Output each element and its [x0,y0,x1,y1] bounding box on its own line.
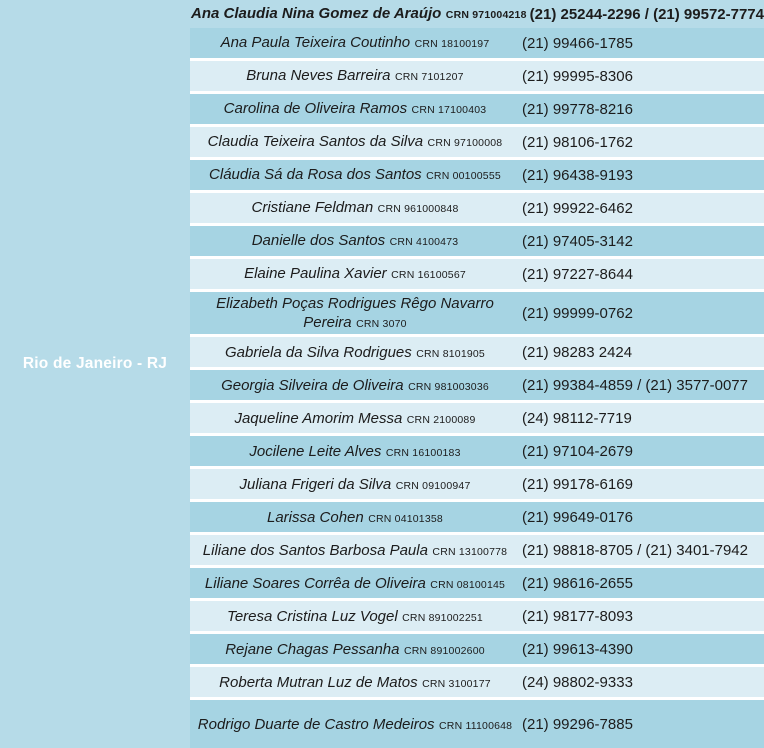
phone-cell: (21) 98283 2424 [522,343,633,361]
name-cell [190,292,520,334]
crn-badge: CRN 97100008 [427,137,503,150]
crn-badge: CRN 891002251 [402,611,483,624]
phone-cell: (21) 99296-7885 [522,715,633,733]
phone-cell: (21) 98106-1762 [522,133,633,151]
name-cell [190,2,528,25]
nutritionist-name: Liliane Soares Corrêa de Oliveira [204,574,426,592]
crn-badge: CRN 4100473 [389,236,459,249]
phone-cell: (21) 99999-0762 [522,304,633,322]
crn-badge: CRN 16100183 [385,446,461,459]
table-row [190,127,764,157]
nutritionist-name: Rejane Chagas Pessanha [225,640,400,658]
region-label: Rio de Janeiro - RJ [22,355,168,372]
table-row [190,667,764,697]
rows-container [190,28,764,748]
name-cell [190,407,520,430]
name-cell [190,262,520,285]
nutritionist-name: Ana Paula Teixeira Coutinho [220,34,411,52]
name-cell [190,196,520,219]
crn-badge: CRN 09100947 [395,479,471,492]
phone-cell: (24) 98112-7719 [522,409,632,427]
crn-badge: CRN 11100648 [439,719,513,732]
phone-cell: (21) 25244-2296 / (21) 99572-7774 [529,5,764,23]
table-row [190,634,764,664]
nutritionist-name: Danielle dos Santos [251,232,386,250]
nutritionist-name: Liliane dos Santos Barbosa Paula [202,541,428,559]
phone-cell: (21) 98177-8093 [522,607,633,625]
name-cell [190,506,520,529]
nutritionist-name: Elaine Paulina Xavier [244,265,387,283]
name-cell [190,130,520,153]
phone-cell: (21) 99466-1785 [522,34,633,52]
region-cell [0,0,190,748]
crn-badge: CRN 00100555 [426,170,501,183]
phone-cell: (21) 97104-2679 [522,442,633,460]
crn-badge: CRN 04101358 [368,512,443,525]
table-row [190,337,764,367]
name-cell [190,374,520,397]
nutritionist-name: Georgia Silveira de Oliveira [221,376,404,394]
name-cell [190,539,520,562]
table-row [190,28,764,58]
name-cell [190,31,520,54]
phone-cell: (21) 99178-6169 [522,475,633,493]
phone-cell: (21) 97405-3142 [522,232,633,250]
table-row [190,700,764,748]
crn-badge: CRN 16100567 [391,269,466,282]
crn-badge: CRN 891002600 [403,644,485,657]
table-row [190,568,764,598]
nutritionist-name: Jaqueline Amorim Messa [234,409,403,427]
phone-cell: (24) 98802-9333 [522,673,633,691]
crn-badge: CRN 3100177 [422,677,491,690]
name-cell [190,605,520,628]
name-cell [190,440,520,463]
nutritionist-name: Rodrigo Duarte de Castro Medeiros [197,715,435,733]
phone-cell: (21) 99922-6462 [522,199,633,217]
table-row [190,259,764,289]
phone-cell: (21) 99384-4859 / (21) 3577-0077 [522,376,748,394]
nutritionist-name: Bruna Neves Barreira [246,67,391,85]
phone-cell: (21) 98616-2655 [522,574,633,592]
name-cell [190,473,520,496]
crn-badge: CRN 971004218 [445,9,527,22]
crn-badge: CRN 961000848 [377,203,459,216]
name-cell [190,572,520,595]
crn-badge: CRN 08100145 [430,578,506,591]
crn-badge: CRN 13100778 [432,545,508,558]
nutritionist-name: Cristiane Feldman [251,199,374,217]
name-cell [190,229,520,252]
table-row [190,292,764,334]
nutritionist-name: Larissa Cohen [267,508,364,526]
table-row [190,193,764,223]
phone-cell: (21) 99778-8216 [522,100,633,118]
name-cell [190,97,520,120]
nutritionist-name: Ana Claudia Nina Gomez de Araújo [191,5,442,23]
name-cell [190,341,520,364]
name-cell [190,638,520,661]
table-row [190,403,764,433]
phone-cell: (21) 99649-0176 [522,508,633,526]
nutritionist-name: Gabriela da Silva Rodrigues [225,343,412,361]
phone-cell: (21) 98818-8705 / (21) 3401-7942 [522,541,748,559]
crn-badge: CRN 2100089 [406,413,476,426]
name-cell [190,64,520,87]
featured-row [0,0,764,28]
table-row [190,226,764,256]
phone-cell: (21) 97227-8644 [522,265,633,283]
nutritionist-name: Carolina de Oliveira Ramos [223,100,408,118]
name-cell [190,671,520,694]
name-cell [190,163,520,186]
nutritionist-name: Elizabeth Poças Rodrigues Rêgo Navarro Pereira [216,295,494,332]
table-row [190,370,764,400]
nutritionist-name: Juliana Frigeri da Silva [239,475,392,493]
phone-cell: (21) 99613-4390 [522,640,633,658]
nutritionist-name: Roberta Mutran Luz de Matos [219,673,418,691]
phone-cell: (21) 99995-8306 [522,67,633,85]
table-row [190,94,764,124]
table-row [190,502,764,532]
nutritionist-name: Jocilene Leite Alves [249,442,382,460]
crn-badge: CRN 18100197 [414,38,490,51]
table-row [190,535,764,565]
crn-badge: CRN 7101207 [394,71,464,84]
nutritionist-name: Teresa Cristina Luz Vogel [227,607,398,625]
table-row [190,601,764,631]
name-cell [190,713,520,736]
table-row [190,469,764,499]
crn-badge: CRN 981003036 [408,380,489,393]
phone-cell: (21) 96438-9193 [522,166,633,184]
crn-badge: CRN 17100403 [411,104,487,117]
crn-badge: CRN 8101905 [416,347,485,360]
table-row [190,160,764,190]
nutritionist-name: Cláudia Sá da Rosa dos Santos [209,166,422,184]
table-row [190,61,764,91]
table-row [190,436,764,466]
crn-badge: CRN 3070 [356,318,407,331]
nutritionist-name: Claudia Teixeira Santos da Silva [207,133,424,151]
